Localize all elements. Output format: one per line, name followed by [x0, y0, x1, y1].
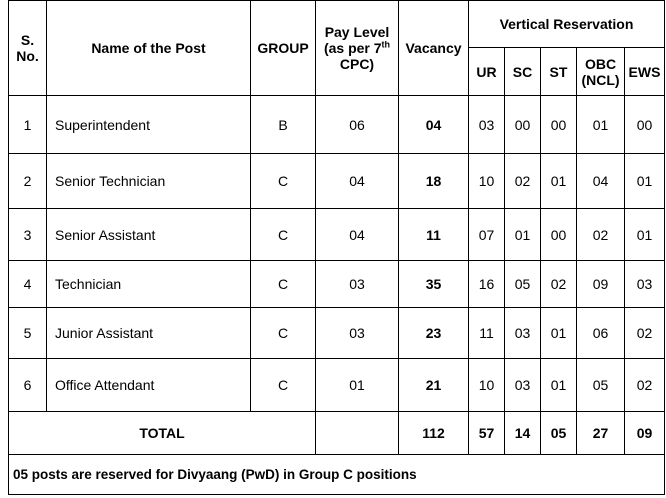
cell-sno: 5	[9, 308, 47, 359]
cell-st: 02	[541, 261, 577, 308]
total-pay-empty	[316, 412, 399, 455]
cell-sno: 3	[9, 209, 47, 261]
cell-st: 00	[541, 96, 577, 154]
cell-post-name: Office Attendant	[47, 359, 251, 412]
header-ur: UR	[469, 48, 505, 96]
cell-obc: 06	[577, 308, 625, 359]
cell-sc: 00	[505, 96, 541, 154]
total-label: TOTAL	[9, 412, 316, 455]
cell-group: C	[251, 359, 316, 412]
cell-ur: 11	[469, 308, 505, 359]
cell-st: 01	[541, 359, 577, 412]
cell-post-name: Technician	[47, 261, 251, 308]
cell-ews: 03	[625, 261, 665, 308]
cell-vacancy: 11	[399, 209, 469, 261]
cell-ur: 10	[469, 359, 505, 412]
cell-obc: 04	[577, 154, 625, 209]
header-sc: SC	[505, 48, 541, 96]
cell-vacancy: 04	[399, 96, 469, 154]
cell-obc: 09	[577, 261, 625, 308]
cell-group: C	[251, 261, 316, 308]
header-group: GROUP	[251, 1, 316, 96]
cell-ur: 07	[469, 209, 505, 261]
table-row	[9, 154, 665, 209]
header-name: Name of the Post	[47, 1, 251, 96]
cell-st: 01	[541, 154, 577, 209]
cell-vacancy: 18	[399, 154, 469, 209]
cell-ews: 01	[625, 154, 665, 209]
cell-vacancy: 23	[399, 308, 469, 359]
total-obc: 27	[577, 412, 625, 455]
cell-ews: 02	[625, 308, 665, 359]
cell-sc: 03	[505, 359, 541, 412]
table-row	[9, 308, 665, 359]
total-ur: 57	[469, 412, 505, 455]
header-vacancy: Vacancy	[399, 1, 469, 96]
cell-st: 00	[541, 209, 577, 261]
vacancy-table	[8, 0, 665, 495]
cell-post-name: Superintendent	[47, 96, 251, 154]
cell-post-name: Senior Technician	[47, 154, 251, 209]
cell-ews: 00	[625, 96, 665, 154]
cell-sno: 4	[9, 261, 47, 308]
cell-group: B	[251, 96, 316, 154]
cell-sc: 02	[505, 154, 541, 209]
cell-sc: 05	[505, 261, 541, 308]
cell-group: C	[251, 154, 316, 209]
pwd-note: 05 posts are reserved for Divyaang (PwD) in Group C positions	[9, 455, 665, 495]
cell-sno: 2	[9, 154, 47, 209]
cell-sno: 1	[9, 96, 47, 154]
cell-pay-level: 03	[316, 261, 399, 308]
cell-pay-level: 03	[316, 308, 399, 359]
total-st: 05	[541, 412, 577, 455]
total-vacancy: 112	[399, 412, 469, 455]
cell-post-name: Junior Assistant	[47, 308, 251, 359]
cell-obc: 01	[577, 96, 625, 154]
cell-pay-level: 01	[316, 359, 399, 412]
cell-ur: 10	[469, 154, 505, 209]
cell-ur: 16	[469, 261, 505, 308]
note-row	[9, 455, 665, 495]
cell-pay-level: 04	[316, 154, 399, 209]
total-sc: 14	[505, 412, 541, 455]
header-pay-level: Pay Level (as per 7th CPC)	[316, 1, 399, 96]
total-row	[9, 412, 665, 455]
table-row	[9, 96, 665, 154]
cell-post-name: Senior Assistant	[47, 209, 251, 261]
header-obc: OBC (NCL)	[577, 48, 625, 96]
cell-sc: 03	[505, 308, 541, 359]
total-ews: 09	[625, 412, 665, 455]
cell-vacancy: 21	[399, 359, 469, 412]
header-ews: EWS	[625, 48, 665, 96]
cell-ur: 03	[469, 96, 505, 154]
table-row	[9, 261, 665, 308]
table-row	[9, 359, 665, 412]
cell-sno: 6	[9, 359, 47, 412]
cell-st: 01	[541, 308, 577, 359]
cell-ews: 01	[625, 209, 665, 261]
header-sno: S. No.	[9, 1, 47, 96]
cell-pay-level: 06	[316, 96, 399, 154]
cell-obc: 02	[577, 209, 625, 261]
header-st: ST	[541, 48, 577, 96]
cell-obc: 05	[577, 359, 625, 412]
cell-group: C	[251, 209, 316, 261]
cell-vacancy: 35	[399, 261, 469, 308]
cell-pay-level: 04	[316, 209, 399, 261]
header-vertical-reservation: Vertical Reservation	[469, 1, 665, 48]
cell-sc: 01	[505, 209, 541, 261]
table-row	[9, 209, 665, 261]
cell-ews: 02	[625, 359, 665, 412]
cell-group: C	[251, 308, 316, 359]
